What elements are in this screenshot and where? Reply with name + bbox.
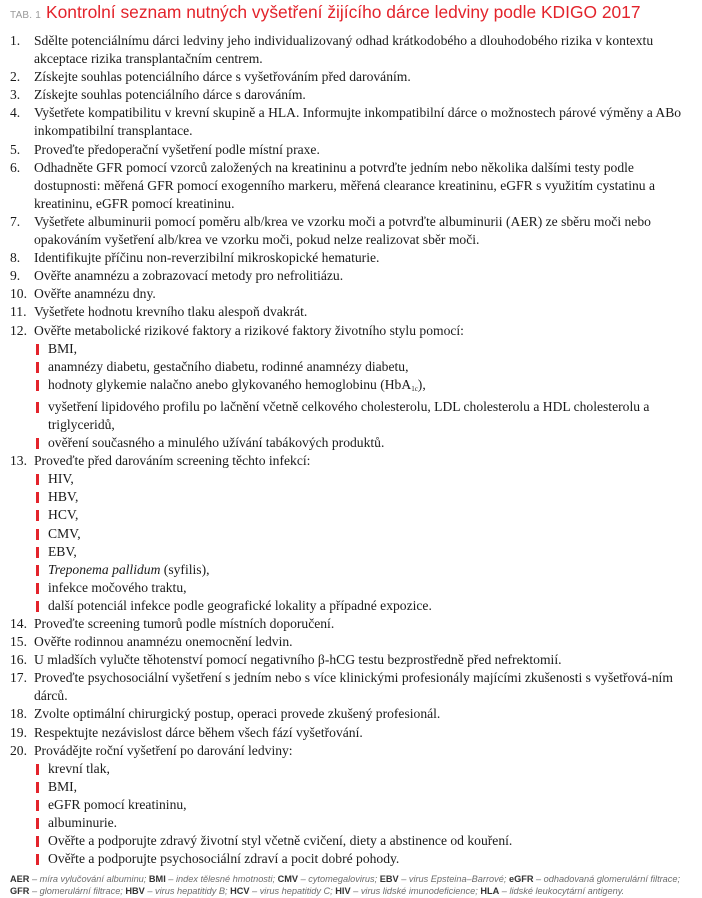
item-number: 19. xyxy=(10,724,27,740)
sub-item-label: infekce močového traktu, xyxy=(48,579,187,595)
red-bullet-marker xyxy=(34,760,48,778)
item-number: 20. xyxy=(10,742,27,758)
checklist-item xyxy=(10,669,694,705)
item-content xyxy=(34,285,694,303)
sub-item-label: HIV, xyxy=(48,471,74,487)
item-content xyxy=(34,669,694,705)
checklist-item xyxy=(10,633,694,651)
red-bullet-marker xyxy=(34,579,48,597)
abbreviation-definition: – virus Epsteina–Barrové; xyxy=(398,874,509,885)
checklist-item xyxy=(10,285,694,303)
abbreviation: HCV xyxy=(230,885,250,896)
sub-item-label: vyšetření lipidového profilu po lačnění včetně celkového cholesterolu, LDL cholesterolu a HDL cholesterolu a triglyceridů, xyxy=(48,398,650,432)
checklist xyxy=(10,32,694,868)
item-content xyxy=(34,303,694,321)
checklist-item xyxy=(10,159,694,213)
sub-item-text xyxy=(48,470,694,488)
item-number: 4. xyxy=(10,105,21,121)
sub-item-label: albuminurie. xyxy=(48,815,118,831)
checklist-item xyxy=(10,742,694,869)
sub-item-text xyxy=(48,760,694,778)
red-bullet-marker xyxy=(34,470,48,488)
abbreviation: AER xyxy=(10,874,30,885)
item-number: 16. xyxy=(10,652,27,668)
sub-item-text xyxy=(48,398,694,434)
sub-list-item xyxy=(34,561,694,579)
sub-item-label: EBV, xyxy=(48,543,77,559)
red-bullet-marker xyxy=(34,434,48,452)
item-text: Identifikujte příčinu non-reverzibilní mikroskopické hematurie. xyxy=(34,250,380,266)
item-number: 15. xyxy=(10,634,27,650)
item-text: Ověřte metabolické rizikové faktory a rizikové faktory životního stylu pomocí: xyxy=(34,322,464,338)
abbreviation-definition: – virus hepatitidy C; xyxy=(249,885,336,896)
red-bullet-marker xyxy=(34,488,48,506)
item-text: Vyšetřete albuminurii pomocí poměru alb/krea ve vzorku moči a potvrďte albuminurii (AER) ze sběru moči nebo opakováním vyšetření alb/krea ve vzorku moči, pokud nelze realizovat sběr moči. xyxy=(34,213,651,248)
item-text: Proveďte předoperační vyšetření podle místní praxe. xyxy=(34,141,320,157)
checklist-item xyxy=(10,213,694,249)
sub-item-text xyxy=(48,796,694,814)
table-header xyxy=(10,2,694,24)
abbreviation: BMI xyxy=(148,874,166,885)
red-bullet-marker xyxy=(34,506,48,524)
item-text: Získejte souhlas potenciálního dárce s darováním. xyxy=(34,87,306,103)
item-content xyxy=(34,213,694,249)
red-bullet-marker xyxy=(34,850,48,868)
item-content xyxy=(34,159,694,213)
item-number: 12. xyxy=(10,322,27,338)
item-text: Provádějte roční vyšetření po darování ledviny: xyxy=(34,742,293,758)
red-bullet-marker xyxy=(34,543,48,561)
item-text: Vyšetřete kompatibilitu v krevní skupině a HLA. Informujte inkompatibilní dárce o možnostech párové výměny a ABo inkompatibilní transplantace. xyxy=(34,105,682,139)
red-bullet-marker xyxy=(34,796,48,814)
abbreviations-footnote xyxy=(10,874,694,897)
sub-list-item xyxy=(34,340,694,358)
red-bullet-marker xyxy=(34,814,48,832)
sub-list-item xyxy=(34,597,694,615)
table-number: TAB. 1 xyxy=(10,10,42,21)
abbreviation-definition: – cytomegalovirus; xyxy=(298,874,380,885)
item-text: Vyšetřete hodnotu krevního tlaku alespoň dvakrát. xyxy=(34,304,308,320)
sub-item-text xyxy=(48,525,694,543)
checklist-item xyxy=(10,32,694,68)
item-content xyxy=(34,141,694,159)
item-number: 8. xyxy=(10,250,21,266)
sub-item-suffix: (syfilis), xyxy=(160,561,210,577)
sub-item-label: hodnoty glykemie nalačno anebo glykovaného hemoglobinu (HbA xyxy=(48,376,412,392)
item-text: Ověřte rodinnou anamnézu onemocnění ledvin. xyxy=(34,634,293,650)
item-number: 9. xyxy=(10,268,21,284)
sub-item-text xyxy=(48,832,694,850)
item-text: Získejte souhlas potenciálního dárce s vyšetřováním před darováním. xyxy=(34,69,411,85)
checklist-item xyxy=(10,104,694,140)
checklist-item xyxy=(10,615,694,633)
item-text: Sdělte potenciálnímu dárci ledviny jeho individualizovaný odhad krátkodobého a dlouhodobého rizika v kontextu akceptace rizika transplantačním centrem. xyxy=(34,33,654,67)
item-text: U mladších vylučte těhotenství pomocí negativního β-hCG testu bezprostředně před nefrektomií. xyxy=(34,652,562,668)
item-number: 7. xyxy=(10,213,21,229)
item-content xyxy=(34,651,694,669)
abbreviation: HIV xyxy=(335,885,351,896)
item-content xyxy=(34,705,694,723)
sub-item-label: krevní tlak, xyxy=(48,760,110,776)
sub-list-item xyxy=(34,796,694,814)
item-content xyxy=(34,32,694,68)
sub-list-item xyxy=(34,488,694,506)
item-number: 6. xyxy=(10,159,21,175)
checklist-item xyxy=(10,68,694,86)
sub-item-label: ověření současného a minulého užívání tabákových produktů. xyxy=(48,435,385,451)
abbreviation: HLA xyxy=(480,885,500,896)
sub-list-item xyxy=(34,525,694,543)
sub-list-item xyxy=(34,434,694,452)
item-content xyxy=(34,104,694,140)
checklist-item xyxy=(10,267,694,285)
sub-list-item xyxy=(34,778,694,796)
table-title: Kontrolní seznam nutných vyšetření žijícího dárce ledviny podle KDIGO 2017 xyxy=(46,2,641,22)
checklist-item xyxy=(10,705,694,723)
red-bullet-marker xyxy=(34,597,48,615)
sub-list-item xyxy=(34,506,694,524)
item-content xyxy=(34,86,694,104)
sub-item-text xyxy=(48,579,694,597)
sub-list xyxy=(34,340,694,453)
abbreviation-definition: – míra vylučování albuminu; xyxy=(29,874,149,885)
item-number: 3. xyxy=(10,87,21,103)
item-number: 13. xyxy=(10,453,27,469)
sub-list-item xyxy=(34,543,694,561)
sub-list-item xyxy=(34,398,694,434)
sub-item-text xyxy=(48,340,694,358)
item-content xyxy=(34,615,694,633)
sub-list-item xyxy=(34,376,694,398)
sub-list-item xyxy=(34,470,694,488)
species-name: Treponema pallidum xyxy=(48,561,161,577)
abbreviation-definition: – glomerulární filtrace; xyxy=(29,885,126,896)
sub-item-label: BMI, xyxy=(48,340,78,356)
subscript: 1c xyxy=(411,384,418,393)
sub-item-label: CMV, xyxy=(48,525,81,541)
item-content xyxy=(34,452,694,615)
abbreviation: GFR xyxy=(10,885,30,896)
abbreviation-definition: – index tělesné hmotnosti; xyxy=(165,874,278,885)
item-content xyxy=(34,249,694,267)
sub-item-label: BMI, xyxy=(48,778,78,794)
sub-item-label: Ověřte a podporujte zdravý životní styl včetně cvičení, diety a abstinence od kouření. xyxy=(48,833,513,849)
sub-list xyxy=(34,760,694,869)
item-text: Zvolte optimální chirurgický postup, operaci provede zkušený profesionál. xyxy=(34,706,441,722)
red-bullet-marker xyxy=(34,778,48,796)
item-content xyxy=(34,724,694,742)
checklist-item xyxy=(10,724,694,742)
item-number: 18. xyxy=(10,706,27,722)
sub-item-label: další potenciál infekce podle geografické lokality a případné expozice. xyxy=(48,597,432,613)
item-number: 14. xyxy=(10,616,27,631)
sub-list xyxy=(34,470,694,615)
item-number: 5. xyxy=(10,141,21,157)
item-text: Ověřte anamnézu dny. xyxy=(34,286,156,302)
item-content xyxy=(34,322,694,453)
item-text: Respektujte nezávislost dárce během všech fází vyšetřování. xyxy=(34,724,363,740)
sub-item-text xyxy=(48,778,694,796)
abbreviation: EBV xyxy=(379,874,399,885)
item-number: 17. xyxy=(10,670,27,686)
item-content xyxy=(34,68,694,86)
sub-list-item xyxy=(34,760,694,778)
sub-list-item xyxy=(34,850,694,868)
sub-item-text xyxy=(48,488,694,506)
sub-item-label: Ověřte a podporujte psychosociální zdraví a pocit dobré pohody. xyxy=(48,851,400,867)
sub-list-item xyxy=(34,579,694,597)
sub-item-label: HCV, xyxy=(48,507,79,523)
sub-item-text xyxy=(48,358,694,376)
abbreviation-definition: – virus hepatitidy B; xyxy=(144,885,231,896)
sub-item-text xyxy=(48,506,694,524)
checklist-item xyxy=(10,303,694,321)
checklist-item xyxy=(10,651,694,669)
abbreviation: CMV xyxy=(277,874,299,885)
red-bullet-marker xyxy=(34,561,48,579)
sub-list-item xyxy=(34,358,694,376)
checklist-item xyxy=(10,322,694,453)
abbreviation-definition: – virus lidské imunodeficience; xyxy=(350,885,481,896)
sub-item-text xyxy=(48,561,694,579)
red-bullet-marker xyxy=(34,525,48,543)
item-number: 11. xyxy=(10,304,27,320)
item-text: Ověřte anamnézu a zobrazovací metody pro nefrolitiázu. xyxy=(34,268,344,284)
item-number: 10. xyxy=(10,286,27,302)
item-text: Proveďte před darováním screening těchto infekcí: xyxy=(34,453,311,469)
checklist-item xyxy=(10,452,694,615)
sub-item-suffix: ), xyxy=(417,376,426,392)
red-bullet-marker xyxy=(34,340,48,358)
sub-item-text xyxy=(48,543,694,561)
sub-item-text xyxy=(48,850,694,868)
red-bullet-marker xyxy=(34,832,48,850)
item-text: Odhadněte GFR pomocí vzorců založených na kreatininu a potvrďte jedním nebo několika dalšími testy podle dostupnosti: měřená GFR pomocí exogenního markeru, měřená clearance kreatininu, eGFR s využitím cystatinu a kreatininu, eGFR pomocí kreatininu. xyxy=(34,159,655,211)
sub-list-item xyxy=(34,832,694,850)
item-number: 1. xyxy=(10,33,21,48)
checklist-item xyxy=(10,86,694,104)
sub-item-text xyxy=(48,597,694,615)
red-bullet-marker xyxy=(34,398,48,434)
checklist-item xyxy=(10,249,694,267)
abbreviation-definition: – lidské leukocytární antigeny. xyxy=(499,885,625,896)
sub-item-label: HBV, xyxy=(48,489,79,505)
abbreviation: HBV xyxy=(125,885,145,896)
item-number: 2. xyxy=(10,69,21,85)
sub-item-text xyxy=(48,434,694,452)
sub-item-text xyxy=(48,814,694,832)
item-content xyxy=(34,267,694,285)
sub-list-item xyxy=(34,814,694,832)
item-text: Proveďte screening tumorů podle místních doporučení. xyxy=(34,616,335,631)
abbreviation-definition: – odhadovaná glomerulární filtrace; xyxy=(533,874,681,885)
sub-item-label: anamnézy diabetu, gestačního diabetu, rodinné anamnézy diabetu, xyxy=(48,358,409,374)
sub-item-text xyxy=(48,376,694,398)
checklist-item xyxy=(10,141,694,159)
abbreviation: eGFR xyxy=(508,874,534,885)
red-bullet-marker xyxy=(34,376,48,398)
sub-item-label: eGFR pomocí kreatininu, xyxy=(48,796,187,812)
item-content xyxy=(34,633,694,651)
item-content xyxy=(34,742,694,869)
item-text: Proveďte psychosociální vyšetření s jedním nebo s více klinickými profesionály majícími zkušenosti s vyšetřová-ním dárců. xyxy=(34,670,673,704)
red-bullet-marker xyxy=(34,358,48,376)
